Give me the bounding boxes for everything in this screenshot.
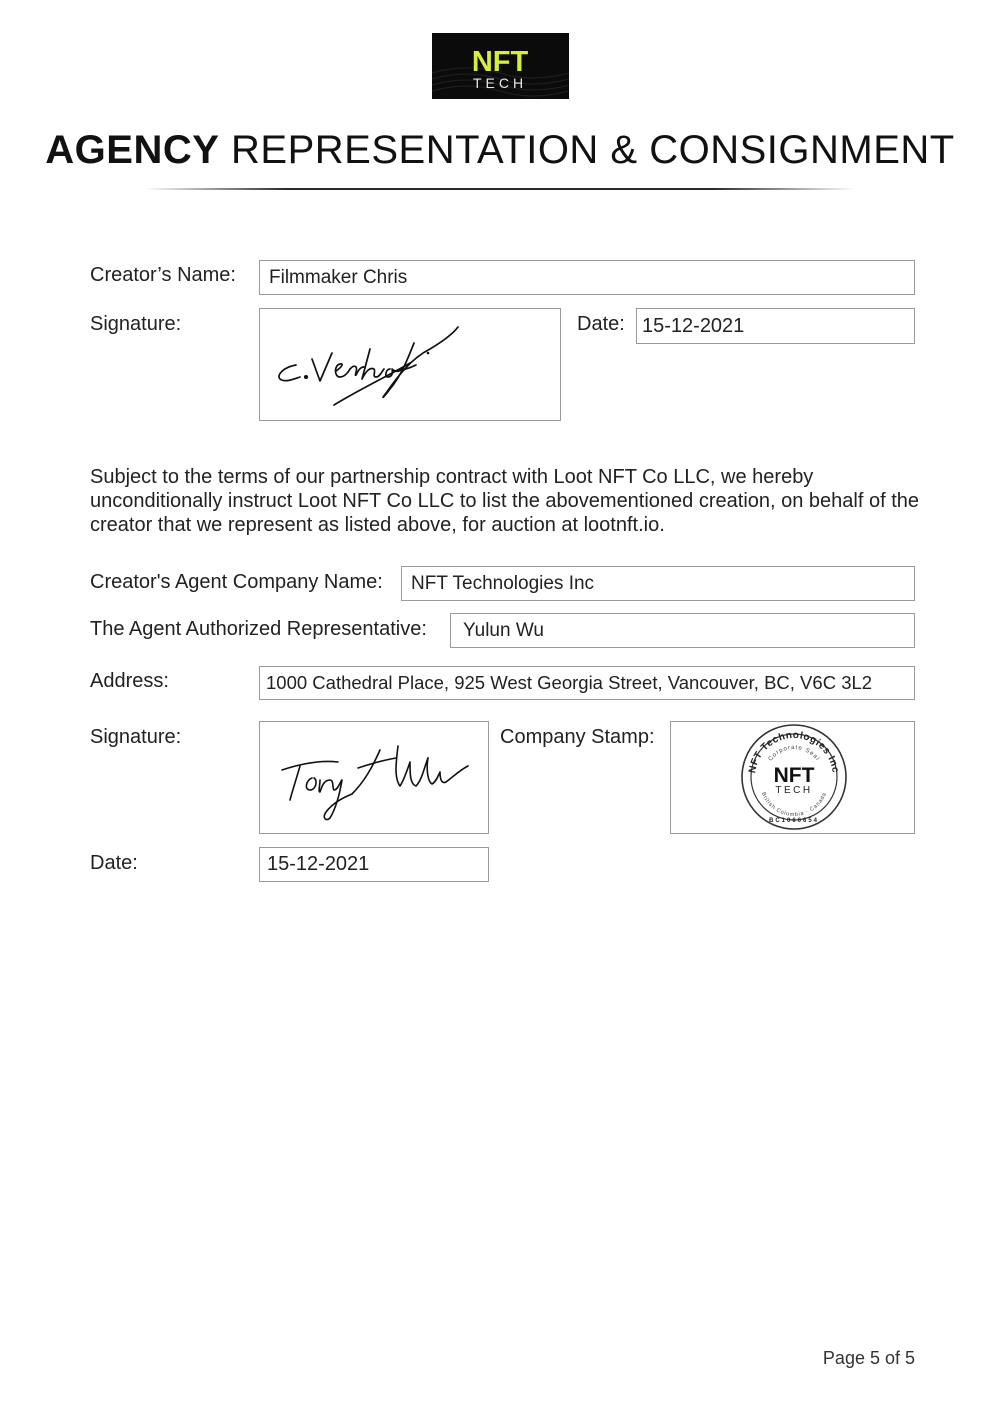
creator-name-label: Creator’s Name:	[90, 264, 236, 286]
agent-company-label: Creator's Agent Company Name:	[90, 571, 383, 593]
agent-signature-label: Signature:	[90, 726, 182, 748]
creator-signature-box[interactable]	[259, 308, 561, 421]
seal-bottom-text: British Columbia · Canada	[759, 791, 829, 819]
creator-date-label: Date:	[577, 313, 625, 335]
title-bold: AGENCY	[45, 128, 220, 172]
seal-tech-text: TECH	[775, 785, 813, 796]
agent-date-label: Date:	[90, 852, 138, 874]
creator-signature	[260, 309, 560, 420]
address-label: Address:	[90, 670, 169, 692]
address-field[interactable]: 1000 Cathedral Place, 925 West Georgia Street, Vancouver, BC, V6C 3L2	[259, 666, 915, 700]
seal-inner-text: Corporate Seal	[767, 744, 821, 763]
seal-top-text: NFT Technologies Inc	[747, 729, 841, 775]
page-title	[0, 128, 1000, 173]
title-rest: REPRESENTATION & CONSIGNMENT	[231, 128, 955, 172]
creator-signature-label: Signature:	[90, 313, 182, 335]
agent-representative-field[interactable]: Yulun Wu	[450, 613, 915, 648]
title-divider	[145, 188, 855, 190]
seal-number: BC1066654	[768, 818, 820, 824]
agent-representative-label: The Agent Authorized Representative:	[90, 618, 427, 640]
seal-nft-text: NFT	[773, 764, 815, 787]
company-stamp-box[interactable]	[670, 721, 915, 834]
svg-text:Corporate Seal	[768, 745, 821, 763]
nft-tech-logo	[432, 33, 569, 99]
agent-signature	[260, 722, 488, 833]
logo-nft-text: NFT	[471, 46, 529, 78]
page-number: Page 5 of 5	[822, 1348, 915, 1368]
creator-date-field[interactable]: 15-12-2021	[636, 308, 915, 344]
agent-company-field[interactable]: NFT Technologies Inc	[401, 566, 915, 601]
creator-name-field[interactable]: Filmmaker Chris	[259, 260, 915, 295]
logo-tech-text: TECH	[472, 75, 528, 91]
company-stamp-label: Company Stamp:	[500, 726, 655, 748]
company-seal	[671, 722, 914, 833]
authorization-paragraph: Subject to the terms of our partnership contract with Loot NFT Co LLC, we hereby unconditionally instruct Loot NFT Co LLC to list the abovementioned creation, on behalf of the creator that we represent as listed above, for auction at lootnft.io.	[90, 466, 920, 536]
agent-signature-box[interactable]	[259, 721, 489, 834]
agent-date-field[interactable]: 15-12-2021	[259, 847, 489, 882]
